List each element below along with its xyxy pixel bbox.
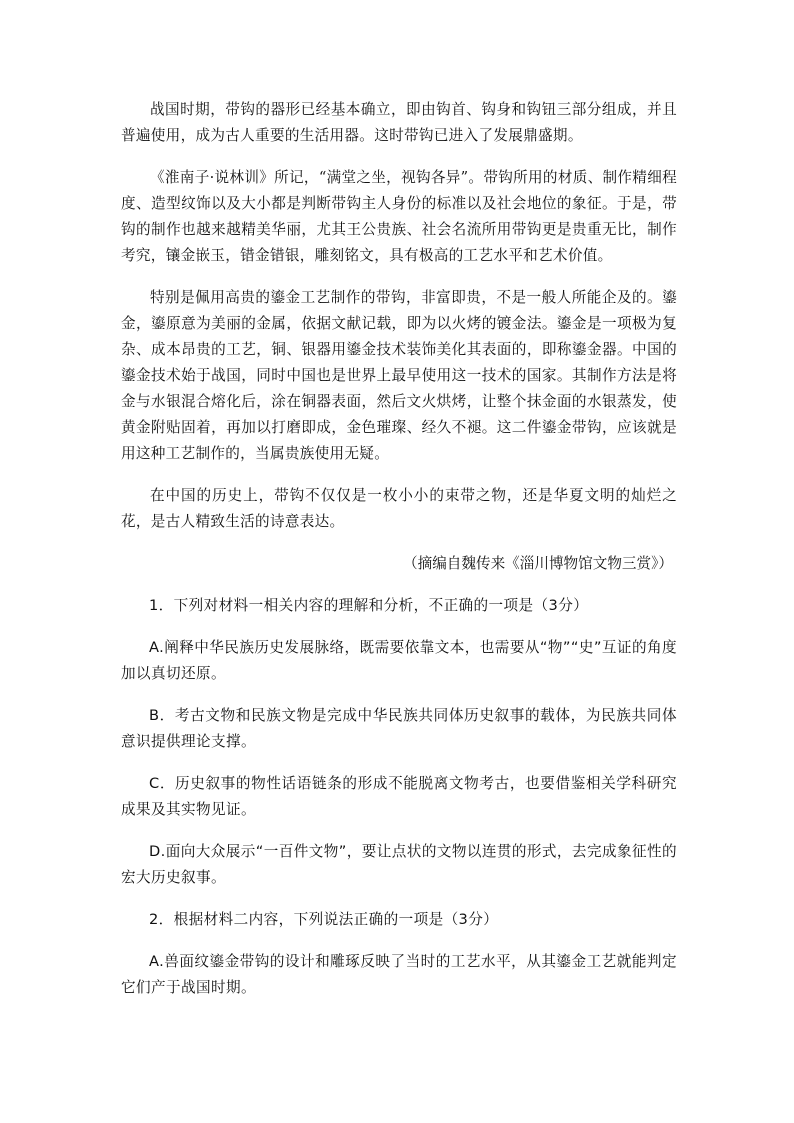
question-1-option-a: A.阐释中华民族历史发展脉络，既需要依靠文本，也需要从“物”“史”互证的角度加以真切还原。 (121, 639, 677, 682)
question-1-option-b: B．考古文物和民族文物是完成中华民族共同体历史叙事的载体，为民族共同体意识提供理论支撑。 (121, 707, 677, 750)
paragraph-huainanzi: 《淮南子·说林训》所记，“满堂之坐，视钩各异”。带钩所用的材质、制作精细程度、造型纹饰以及大小都是判断带钩主人身份的标准以及社会地位的象征。于是，带钩的制作也越来越精美华丽，尤其王公贵族、社会名流所用带钩更是贵重无比，制作考究，镶金嵌玉，错金错银，雕刻铭文，具有极高的工艺水平和艺术价值。 (121, 169, 677, 264)
paragraph-warring-states: 战国时期，带钩的器形已经基本确立，即由钩首、钩身和钩钮三部分组成，并且普遍使用，成为古人重要的生活用器。这时带钩已进入了发展鼎盛期。 (121, 101, 677, 144)
question-1-option-d: D.面向大众展示“一百件文物”，要让点状的文物以连贯的形式，去完成象征性的宏大历史叙事。 (121, 843, 677, 886)
document-page (121, 97, 677, 1017)
question-2-stem: 2．根据材料二内容，下列说法正确的一项是（3分） (149, 911, 499, 928)
question-1-option-c: C．历史叙事的物性话语链条的形成不能脱离文物考古，也要借鉴相关学科研究成果及其实物见证。 (121, 775, 677, 818)
paragraph-gilding: 特别是佩用高贵的鎏金工艺制作的带钩，非富即贵，不是一般人所能企及的。鎏金，鎏原意为美丽的金属，依据文献记载，即为以火烤的镀金法。鎏金是一项极为复杂、成本昂贵的工艺，铜、银器用鎏金技术装饰美化其表面的，即称鎏金器。中国的鎏金技术始于战国，同时中国也是世界上最早使用这一技术的国家。其制作方法是将金与水银混合熔化后，涂在铜器表面，然后文火烘烤，让整个抹金面的水银蒸发，使黄金附贴固着，再加以打磨即成，金色璀璨、经久不褪。这二件鎏金带钩，应该就是用这种工艺制作的，当属贵族使用无疑。 (121, 289, 677, 462)
paragraph-conclusion: 在中国的历史上，带钩不仅仅是一枚小小的束带之物，还是华夏文明的灿烂之花，是古人精致生活的诗意表达。 (121, 487, 677, 530)
question-1-stem: 1．下列对材料一相关内容的理解和分析，不正确的一项是（3分） (149, 597, 589, 614)
source-citation: （摘编自魏传来《淄川博物馆文物三赏》） (403, 555, 673, 572)
question-2-option-a: A.兽面纹鎏金带钩的设计和雕琢反映了当时的工艺水平，从其鎏金工艺就能判定它们产于战国时期。 (121, 953, 677, 996)
